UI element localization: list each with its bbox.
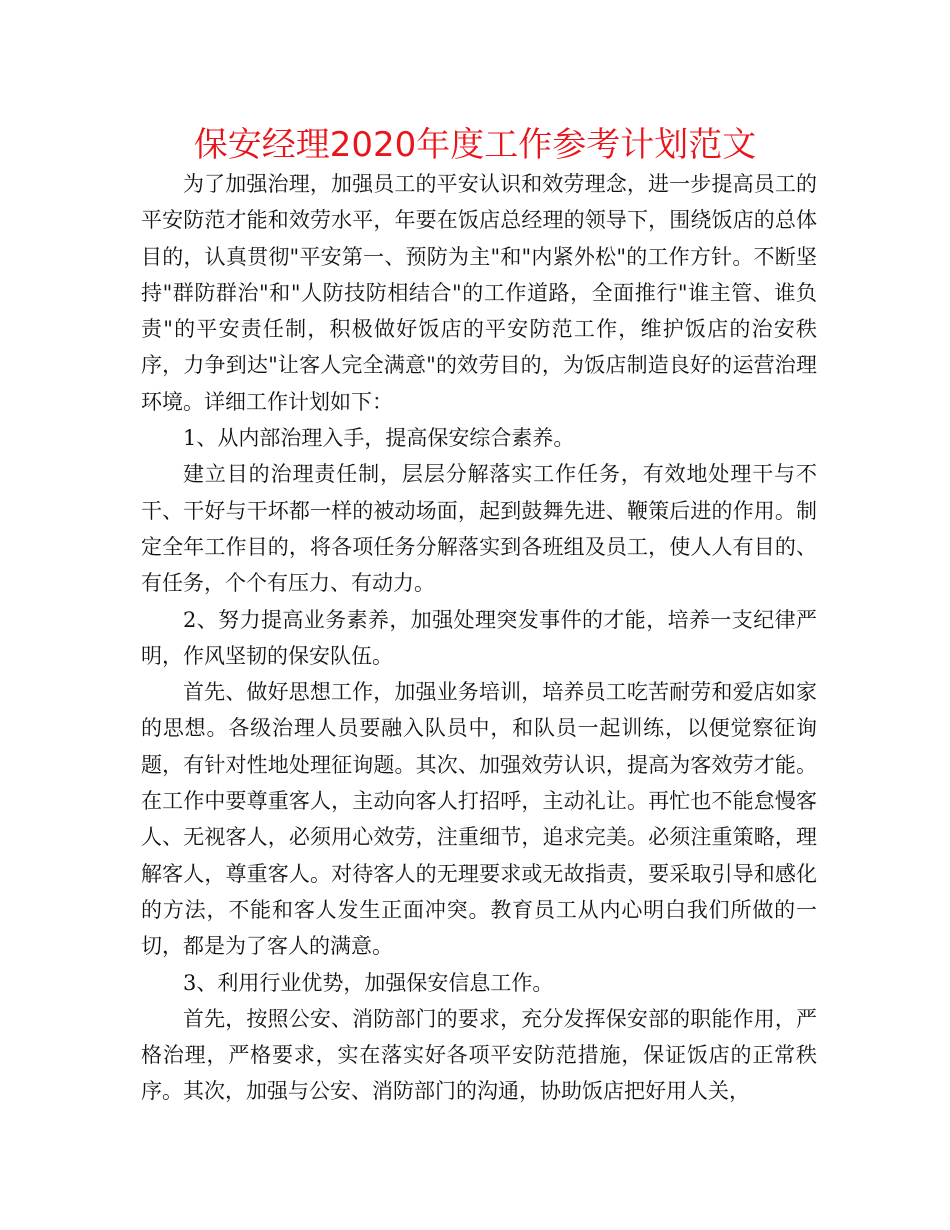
paragraph: 3、利用行业优势，加强保安信息工作。: [183, 970, 554, 995]
paragraph: 首先、做好思想工作，加强业务培训，培养员工吃苦耐劳和爱店如家的思想。各级治理人员要融入队员中，和队员一起训练，以便觉察征询题，有针对性地处理征询题。其次、加强效劳认识，提高为客效劳才能。在工作中要尊重客人，主动向客人打招呼，主动礼让。再忙也不能怠慢客人、无视客人，必须用心效劳，注重细节，追求完美。必须注重策略，理解客人，尊重客人。对待客人的无理要求或无故指责，要采取引导和感化的方法，不能和客人发生正面冲突。教育员工从内心明白我们所做的一切，都是为了客人的满意。: [141, 680, 817, 959]
paragraph: 首先，按照公安、消防部门的要求，充分发挥保安部的职能作用，严格治理，严格要求，实在落实好各项平安防范措施，保证饭店的正常秩序。其次，加强与公安、消防部门的沟通，协助饭店把好用人关，: [141, 1006, 817, 1104]
paragraph: 1、从内部治理入手，提高保安综合素养。: [183, 426, 575, 451]
paragraph: 建立目的治理责任制，层层分解落实工作任务，有效地处理干与不干、干好与干坏都一样的被动场面，起到鼓舞先进、鞭策后进的作用。制定全年工作目的，将各项任务分解落实到各班组及员工，使人人有目的、有任务，个个有压力、有动力。: [141, 462, 817, 596]
paragraph: 2、努力提高业务素养，加强处理突发事件的才能，培养一支纪律严明，作风坚韧的保安队伍。: [141, 607, 817, 668]
document-title: 保安经理2020年度工作参考计划范文: [193, 125, 757, 165]
paragraph: 为了加强治理，加强员工的平安认识和效劳理念，进一步提高员工的平安防范才能和效劳水平，年要在饭店总经理的领导下，围绕饭店的总体目的，认真贯彻"平安第一、预防为主"和"内紧外松"的工作方针。不断坚持"群防群治"和"人防技防相结合"的工作道路，全面推行"谁主管、谁负责"的平安责任制，积极做好饭店的平安防范工作，维护饭店的治安秩序，力争到达"让客人完全满意"的效劳目的，为饭店制造良好的运营治理环境。详细工作计划如下：: [141, 172, 817, 414]
document-body: [141, 166, 817, 1110]
